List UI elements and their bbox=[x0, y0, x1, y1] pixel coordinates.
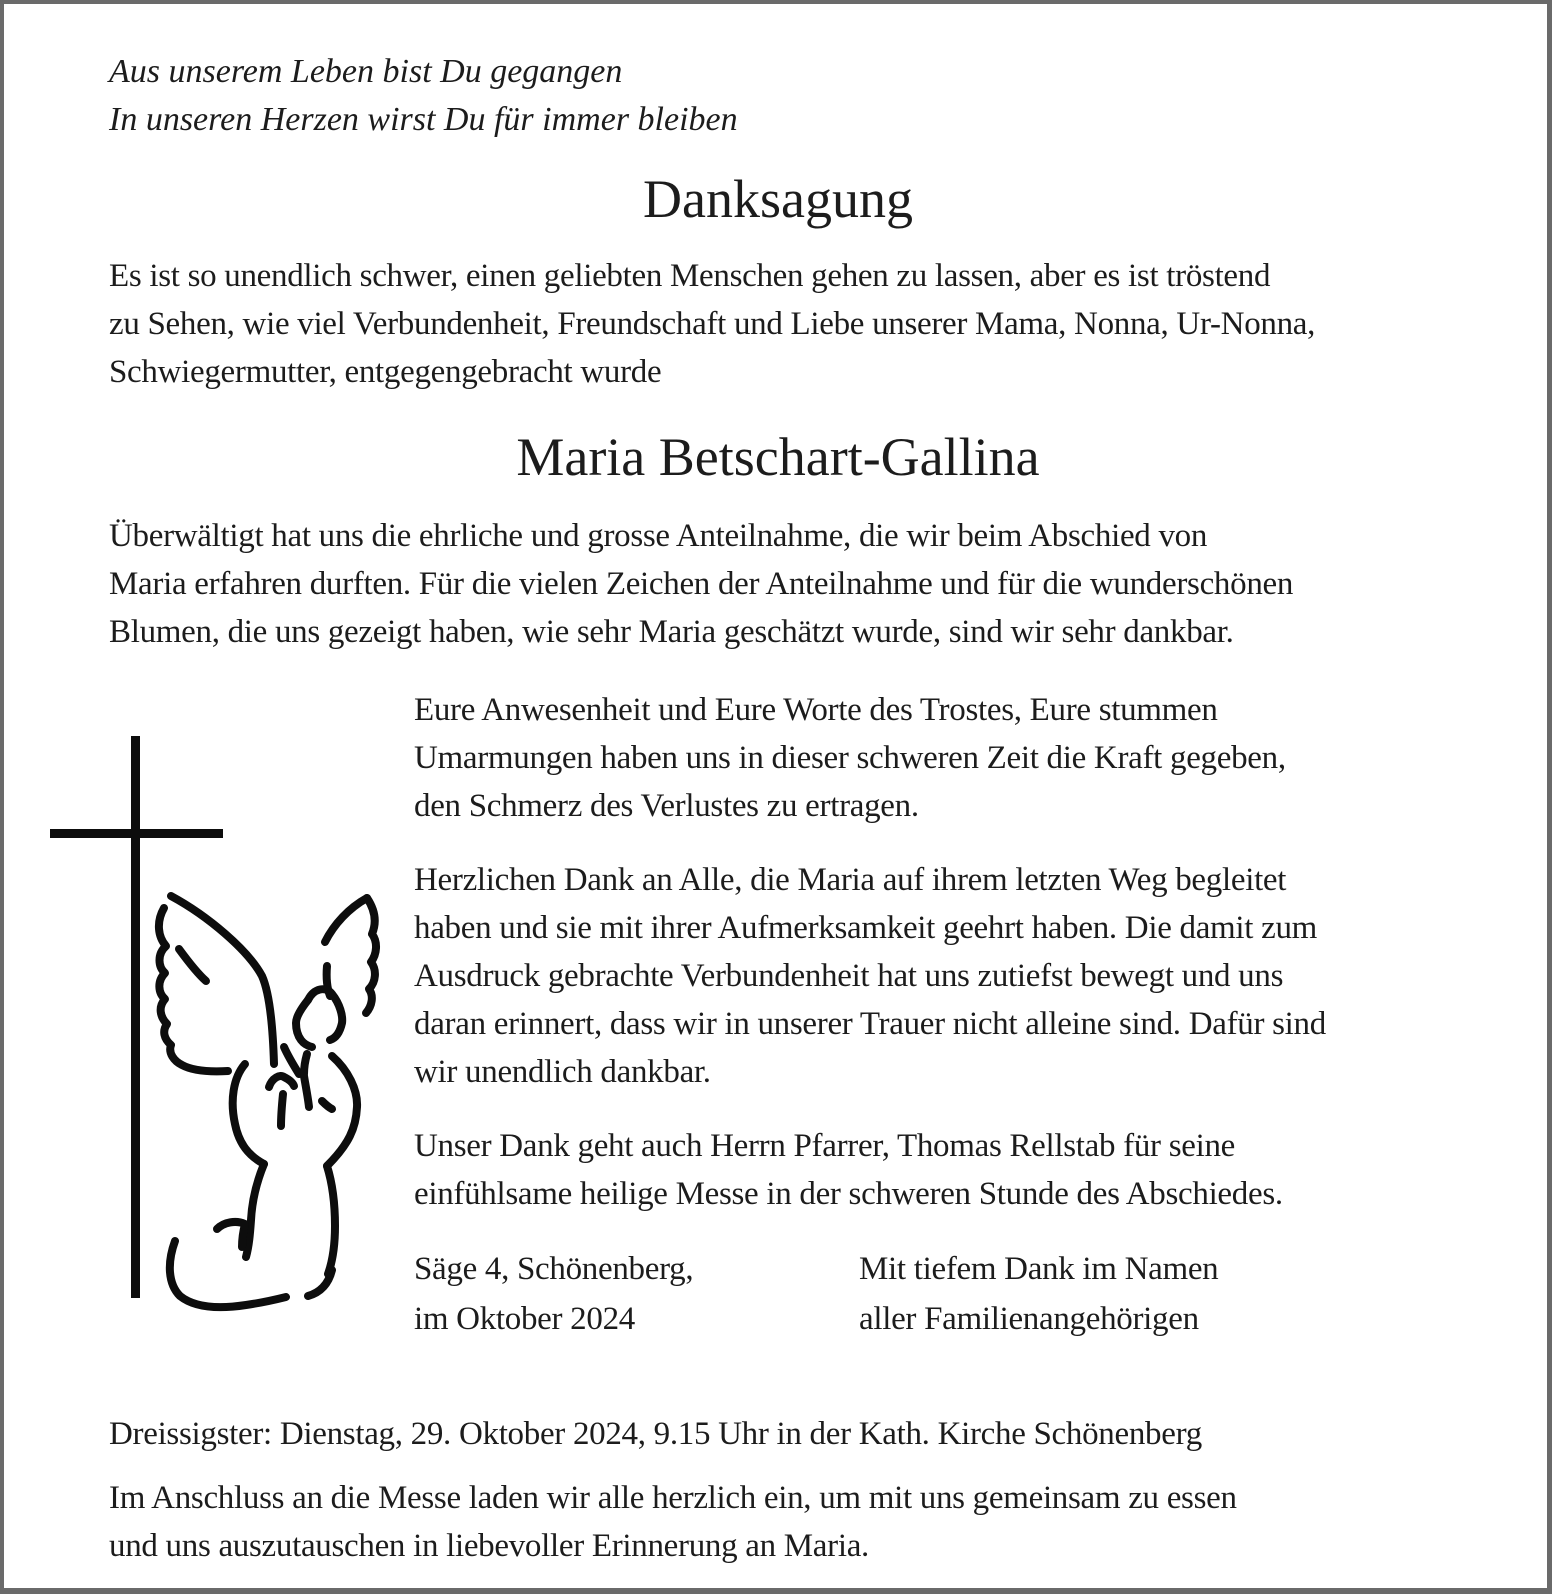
indented-column bbox=[414, 686, 1447, 1344]
gratitude-line: Maria erfahren durften. Für die vielen Zeichen der Anteilnahme und für die wunderschönen bbox=[109, 566, 1294, 602]
invitation-paragraph bbox=[109, 1474, 1447, 1570]
thanks-all-line: haben und sie mit ihrer Aufmerksamkeit geehrt haben. Die damit zum bbox=[414, 910, 1318, 946]
thanks-pastor-line: einfühlsame heilige Messe in der schweren Stunde des Abschiedes. bbox=[414, 1176, 1283, 1212]
intro-line: zu Sehen, wie viel Verbundenheit, Freundschaft und Liebe unserer Mama, Nonna, Ur-Nonna, bbox=[109, 306, 1316, 342]
condolence-paragraph bbox=[414, 686, 1447, 830]
condolence-line: den Schmerz des Verlustes zu ertragen. bbox=[414, 788, 919, 824]
signature-place-line: Säge 4, Schönenberg, bbox=[414, 1251, 694, 1287]
thanks-pastor-line: Unser Dank geht auch Herrn Pfarrer, Thomas Rellstab für seine bbox=[414, 1128, 1235, 1164]
condolence-line: Umarmungen haben uns in dieser schweren Zeit die Kraft gegeben, bbox=[414, 740, 1286, 776]
signature-family-line: Mit tiefem Dank im Namen bbox=[859, 1251, 1219, 1287]
thanks-all-line: Herzlichen Dank an Alle, die Maria auf ihrem letzten Weg begleitet bbox=[414, 862, 1287, 898]
page-title: Danksagung bbox=[643, 169, 913, 229]
cross-and-praying-angel-icon bbox=[50, 726, 390, 1326]
epigraph bbox=[109, 48, 1447, 144]
signature-place-line: im Oktober 2024 bbox=[414, 1301, 635, 1337]
thanks-all-line: Ausdruck gebrachte Verbundenheit hat uns zutiefst bewegt und uns bbox=[414, 958, 1284, 994]
epigraph-line: In unseren Herzen wirst Du für immer bleiben bbox=[109, 101, 738, 138]
invitation-line: Im Anschluss an die Messe laden wir alle herzlich ein, um mit uns gemeinsam zu essen bbox=[109, 1480, 1237, 1516]
intro-line: Es ist so unendlich schwer, einen geliebten Menschen gehen zu lassen, aber es ist tröstend bbox=[109, 258, 1271, 294]
memorial-service-line: Dreissigster: Dienstag, 29. Oktober 2024, 9.15 Uhr in der Kath. Kirche Schönenberg bbox=[109, 1416, 1202, 1452]
signature-place bbox=[414, 1244, 859, 1344]
signature-family bbox=[859, 1244, 1218, 1344]
signature-block bbox=[414, 1244, 1447, 1344]
gratitude-line: Überwältigt hat uns die ehrliche und grosse Anteilnahme, die wir beim Abschied von bbox=[109, 518, 1208, 554]
intro-paragraph bbox=[109, 252, 1447, 396]
gratitude-paragraph bbox=[109, 512, 1447, 656]
deceased-name: Maria Betschart-Gallina bbox=[516, 427, 1040, 487]
thanks-all-line: daran erinnert, dass wir in unserer Trauer nicht alleine sind. Dafür sind bbox=[414, 1006, 1326, 1042]
thanks-all-paragraph bbox=[414, 856, 1447, 1096]
gratitude-line: Blumen, die uns gezeigt haben, wie sehr Maria geschätzt wurde, sind wir sehr dankbar. bbox=[109, 614, 1234, 650]
invitation-line: und uns auszutauschen in liebevoller Erinnerung an Maria. bbox=[109, 1528, 869, 1564]
condolence-line: Eure Anwesenheit und Eure Worte des Trostes, Eure stummen bbox=[414, 692, 1218, 728]
thanks-pastor-paragraph bbox=[414, 1122, 1447, 1218]
intro-line: Schwiegermutter, entgegengebracht wurde bbox=[109, 354, 662, 390]
epigraph-line: Aus unserem Leben bist Du gegangen bbox=[109, 53, 623, 90]
cross-icon bbox=[50, 736, 223, 1298]
signature-family-line: aller Familienangehörigen bbox=[859, 1301, 1199, 1337]
thanks-all-line: wir unendlich dankbar. bbox=[414, 1054, 711, 1090]
praying-angel-icon bbox=[159, 896, 376, 1307]
